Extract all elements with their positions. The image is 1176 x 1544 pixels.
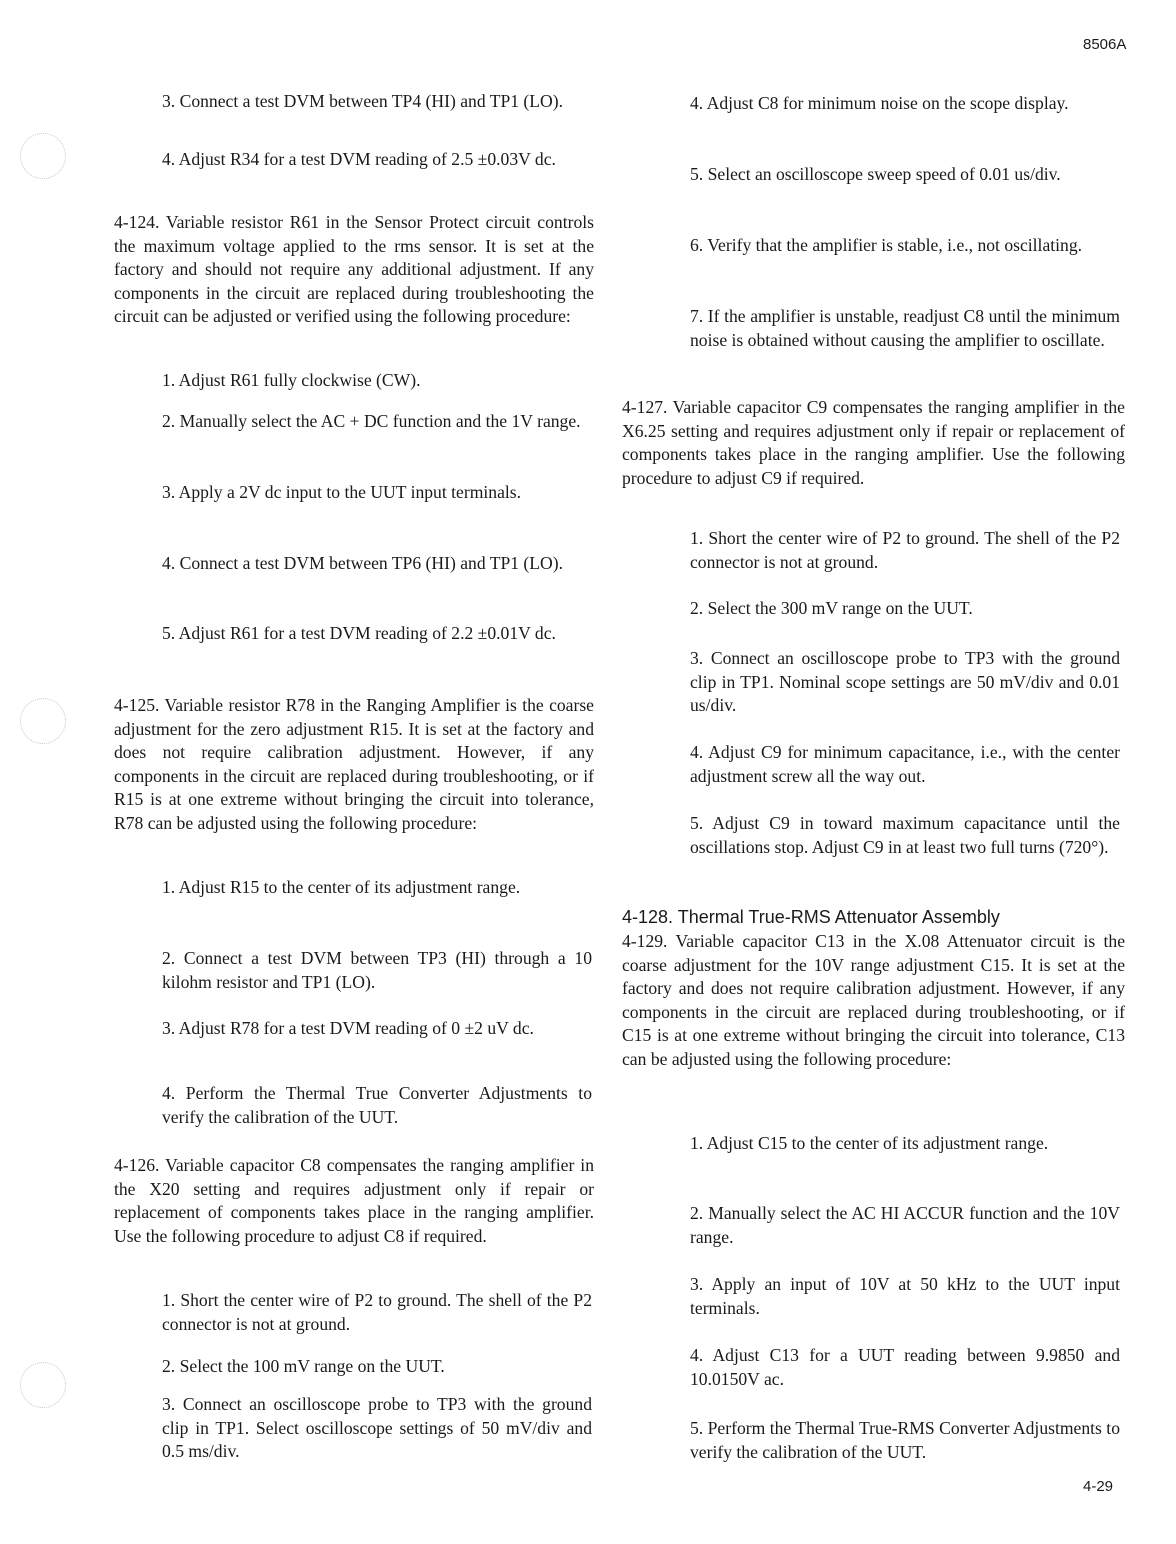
section-heading-4-128: 4-128. Thermal True-RMS Attenuator Assembly xyxy=(622,907,1000,927)
step: 3. Apply an input of 10V at 50 kHz to the UUT input terminals. xyxy=(690,1274,1120,1318)
step: 5. Select an oscilloscope sweep speed of 0.01 us/div. xyxy=(690,164,1061,184)
step: 3. Connect a test DVM between TP4 (HI) and TP1 (LO). xyxy=(162,91,563,111)
step: 2. Select the 100 mV range on the UUT. xyxy=(162,1356,445,1376)
paragraph-4-124: 4-124. Variable resistor R61 in the Sensor Protect circuit controls the maximum voltage applied to the rms sensor. It is set at the factory and should not require any additional adjustment. If any components in the circuit are replaced during troubleshooting the circuit can be adjusted or verified using the following procedure: xyxy=(114,212,594,327)
paragraph-4-127: 4-127. Variable capacitor C9 compensates the ranging amplifier in the X6.25 setting and requires adjustment only if repair or replacement of components takes place in the ranging amplifier. Use the following procedure to adjust C9 if required. xyxy=(622,397,1125,488)
paragraph-4-125: 4-125. Variable resistor R78 in the Ranging Amplifier is the coarse adjustment for the zero adjustment R15. It is set at the factory and does not require calibration adjustment. However, if any components in the circuit are replaced during troubleshooting, or if R15 is at one extreme without bringing the circuit into tolerance, R78 can be adjusted using the following procedure: xyxy=(114,695,594,833)
step: 1. Short the center wire of P2 to ground. The shell of the P2 connector is not at ground. xyxy=(690,528,1120,572)
step: 5. Adjust C9 in toward maximum capacitance until the oscillations stop. Adjust C9 in at least two full turns (720°). xyxy=(690,813,1120,857)
step: 6. Verify that the amplifier is stable, i.e., not oscillating. xyxy=(690,235,1083,255)
step: 3. Connect an oscilloscope probe to TP3 with the ground clip in TP1. Nominal scope settings are 50 mV/div and 0.01 us/div. xyxy=(690,648,1120,716)
step: 4. Perform the Thermal True Converter Adjustments to verify the calibration of the UUT. xyxy=(162,1083,592,1127)
step: 5. Perform the Thermal True-RMS Converter Adjustments to verify the calibration of the UUT. xyxy=(690,1418,1120,1462)
step: 3. Connect an oscilloscope probe to TP3 with the ground clip in TP1. Select oscilloscope settings of 50 mV/div and 0.5 ms/div. xyxy=(162,1394,592,1462)
step: 2. Manually select the AC + DC function and the 1V range. xyxy=(162,411,581,431)
punch-hole xyxy=(20,1362,66,1408)
step: 5. Adjust R61 for a test DVM reading of 2.2 ±0.01V dc. xyxy=(162,623,556,643)
step: 2. Select the 300 mV range on the UUT. xyxy=(690,598,973,618)
step: 7. If the amplifier is unstable, readjust C8 until the minimum noise is obtained without causing the amplifier to oscillate. xyxy=(690,306,1120,350)
page-number: 4-29 xyxy=(1083,1478,1114,1495)
paragraph-4-129: 4-129. Variable capacitor C13 in the X.08 Attenuator circuit is the coarse adjustment for the 10V range adjustment C15. It is set at the factory and does not require calibration adjustment. However, if any components in the circuit are replaced during troubleshooting, or if C15 is at one extreme without bringing the circuit into tolerance, C13 can be adjusted using the following procedure: xyxy=(622,931,1125,1069)
step: 3. Adjust R78 for a test DVM reading of 0 ±2 uV dc. xyxy=(162,1018,534,1038)
step: 4. Connect a test DVM between TP6 (HI) and TP1 (LO). xyxy=(162,553,563,573)
page-header-model: 8506A xyxy=(1083,36,1127,53)
step: 4. Adjust C8 for minimum noise on the scope display. xyxy=(690,93,1069,113)
step: 2. Manually select the AC HI ACCUR function and the 10V range. xyxy=(690,1203,1120,1247)
punch-hole xyxy=(20,698,66,744)
step: 2. Connect a test DVM between TP3 (HI) through a 10 kilohm resistor and TP1 (LO). xyxy=(162,948,592,992)
step: 4. Adjust C13 for a UUT reading between 9.9850 and 10.0150V ac. xyxy=(690,1345,1120,1389)
step: 1. Adjust C15 to the center of its adjustment range. xyxy=(690,1133,1049,1153)
step: 4. Adjust C9 for minimum capacitance, i.e., with the center adjustment screw all the way out. xyxy=(690,742,1120,786)
punch-hole xyxy=(20,133,66,179)
step: 3. Apply a 2V dc input to the UUT input terminals. xyxy=(162,482,522,502)
paragraph-4-126: 4-126. Variable capacitor C8 compensates the ranging amplifier in the X20 setting and requires adjustment only if repair or replacement of components takes place in the ranging amplifier. Use the following procedure to adjust C8 if required. xyxy=(114,1155,594,1246)
step: 1. Adjust R15 to the center of its adjustment range. xyxy=(162,877,521,897)
step: 4. Adjust R34 for a test DVM reading of 2.5 ±0.03V dc. xyxy=(162,149,556,169)
step: 1. Adjust R61 fully clockwise (CW). xyxy=(162,370,421,390)
step: 1. Short the center wire of P2 to ground. The shell of the P2 connector is not at ground. xyxy=(162,1290,592,1334)
